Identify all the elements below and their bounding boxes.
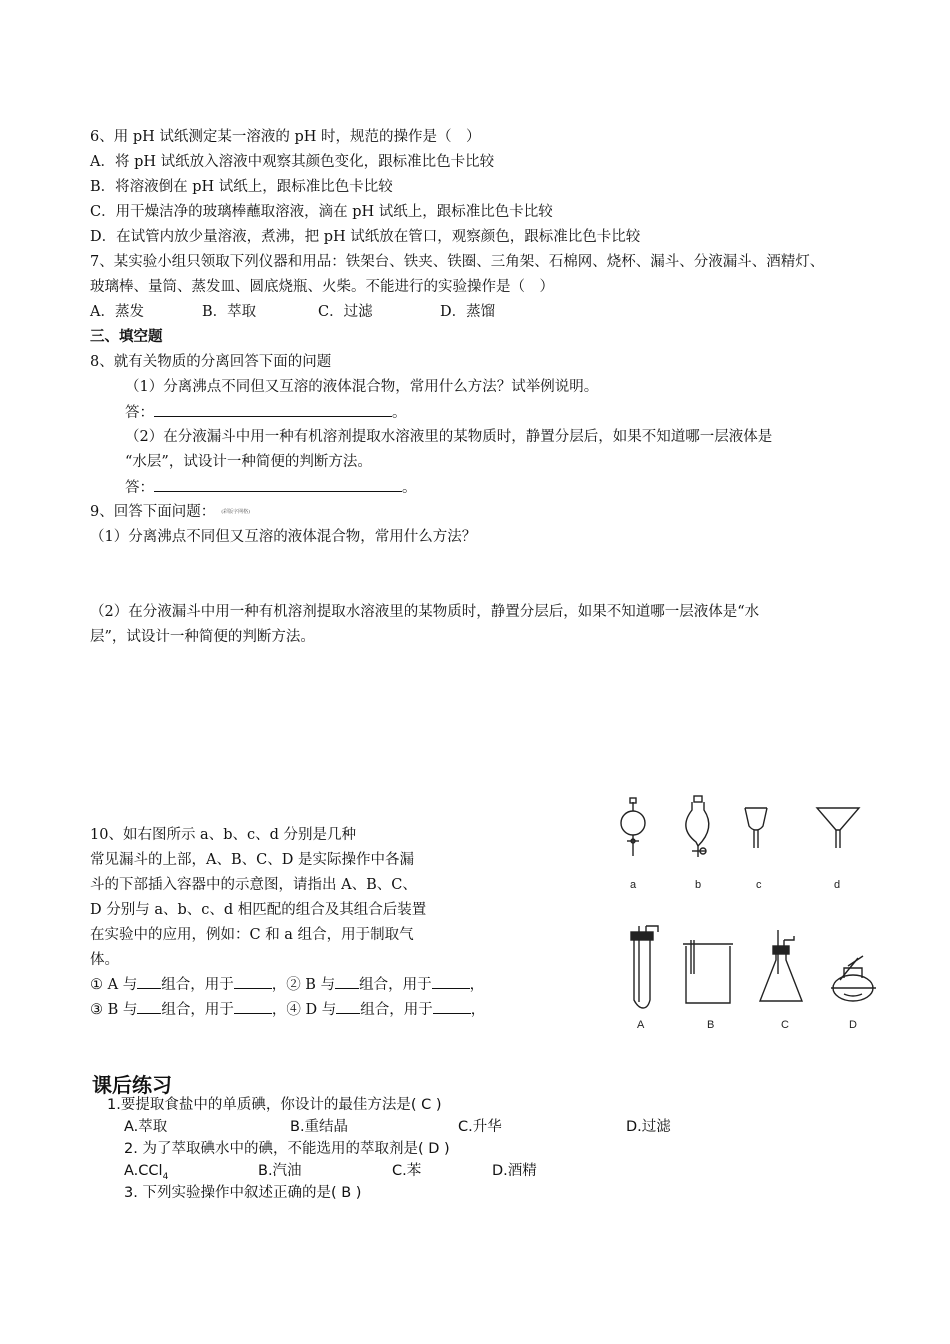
answer2-blank[interactable]	[154, 477, 402, 492]
blank[interactable]	[335, 974, 359, 989]
q10-line5: 在实验中的应用，例如：C 和 a 组合，用于制取气	[90, 927, 414, 943]
funnel-a-icon	[621, 798, 645, 856]
blank-text: 组合，用于	[161, 977, 234, 993]
blank[interactable]	[432, 974, 470, 989]
after-q2: 2. 为了萃取碘水中的碘，不能选用的萃取剂是( D )	[124, 1141, 450, 1157]
q8-part2-line2: “水层”，试设计一种简便的判断方法。	[125, 454, 372, 470]
label-D: D	[849, 1019, 857, 1031]
subscript: 4	[162, 1171, 169, 1182]
apparatus-c-icon	[760, 930, 802, 1001]
after-q2-option: B.汽油	[258, 1163, 302, 1179]
label-b: b	[695, 879, 702, 891]
q8-answer1-row	[125, 402, 407, 423]
apparatus-d-icon	[831, 956, 876, 1001]
q9-part2-line2: 层”，试设计一种简便的判断方法。	[90, 629, 315, 645]
after-q1-option: A.萃取	[124, 1119, 168, 1135]
apparatus-a-icon	[631, 926, 658, 1008]
q8-stem: 8、就有关物质的分离回答下面的问题	[90, 354, 332, 370]
q7-option-d: D．蒸馏	[440, 304, 496, 320]
blank-text: 组合，用于	[359, 977, 432, 993]
blank[interactable]	[137, 999, 161, 1014]
q9-part1: （1）分离沸点不同但又互溶的液体混合物，常用什么方法？	[90, 529, 477, 545]
q8-part2-line1: （2）在分液漏斗中用一种有机溶剂提取水溶液里的某物质时，静置分层后，如果不知道哪一层液体是	[125, 429, 773, 445]
apparatus-b-icon	[683, 940, 733, 1003]
q6-option-d: D．在试管内放少量溶液，煮沸，把 pH 试纸放在管口，观察颜色，跟标准比色卡比较	[90, 229, 641, 245]
answer-label: 答：	[125, 405, 154, 421]
after-q1-option: D.过滤	[626, 1119, 671, 1135]
q9-stem-row	[90, 502, 250, 522]
q7-options	[90, 302, 495, 322]
after-q2-option: C.苯	[392, 1163, 422, 1179]
q6-option-b: B．将溶液倒在 pH 试纸上，跟标准比色卡比较	[90, 179, 393, 195]
label-B: B	[707, 1019, 715, 1031]
blank-text: ，② B 与	[271, 977, 336, 993]
after-q2-option: D.酒精	[492, 1163, 537, 1179]
q10-line3: 斗的下部插入容器中的示意图，请指出 A、B、C、	[90, 877, 417, 893]
q9-stem: 9、回答下面问题：	[90, 504, 216, 520]
q10-blank-row1	[90, 974, 484, 995]
q10-line4: D 分别与 a、b、c、d 相匹配的组合及其组合后装置	[90, 902, 427, 918]
q6-option-c: C．用干燥洁净的玻璃棒蘸取溶液，滴在 pH 试纸上，跟标准比色卡比较	[90, 204, 553, 220]
answer-label: 答：	[125, 480, 154, 496]
answer1-blank[interactable]	[154, 402, 392, 417]
label-c: c	[756, 879, 762, 891]
blank[interactable]	[234, 999, 272, 1014]
funnel-b-icon	[686, 796, 709, 857]
after-q1-options	[124, 1117, 671, 1137]
q6-option-a: A．将 pH 试纸放入溶液中观察其颜色变化，跟标准比色卡比较	[90, 154, 495, 170]
q9-tiny-note: (彩版字网格)	[221, 509, 251, 515]
q6-stem: 6、用 pH 试纸测定某一溶液的 pH 时，规范的操作是（ ）	[90, 129, 481, 145]
after-q1: 1.要提取食盐中的单质碘，你设计的最佳方法是( C )	[107, 1097, 442, 1113]
after-q3: 3. 下列实验操作中叙述正确的是( B )	[124, 1185, 362, 1201]
q7-stem-line1: 7、某实验小组只领取下列仪器和用品：铁架台、铁夹、铁圈、三角架、石棉网、烧杯、漏斗、分液漏斗、酒精灯、	[90, 254, 825, 270]
label-d: d	[834, 879, 841, 891]
funnel-d-icon	[817, 808, 859, 848]
after-q1-option: B.重结晶	[290, 1119, 349, 1135]
blank[interactable]	[137, 974, 161, 989]
label-A: A	[637, 1019, 645, 1031]
label-a: a	[630, 879, 637, 891]
q7-option-b: B．萃取	[202, 304, 257, 320]
blank[interactable]	[433, 999, 471, 1014]
answer-end: 。	[392, 405, 407, 421]
label-C: C	[781, 1019, 789, 1031]
blank-text: ，	[470, 1002, 486, 1018]
q7-option-a: A．蒸发	[90, 304, 144, 320]
q10-line2: 常见漏斗的上部，A、B、C、D 是实际操作中各漏	[90, 852, 414, 868]
blank-text: 组合，用于	[161, 1002, 234, 1018]
q7-option-c: C．过滤	[318, 304, 373, 320]
blank[interactable]	[336, 999, 360, 1014]
blank-text: ，④ D 与	[271, 1002, 337, 1018]
after-class-heading: 课后练习	[92, 1073, 172, 1097]
blank-text: 组合，用于	[360, 1002, 433, 1018]
answer-end: 。	[402, 480, 417, 496]
after-q2-option-a: A.CCl	[124, 1163, 163, 1179]
blank-text: ① A 与	[90, 977, 138, 993]
blank-text: ③ B 与	[90, 1002, 138, 1018]
q7-stem-line2: 玻璃棒、量筒、蒸发皿、圆底烧瓶、火柴。不能进行的实验操作是（ ）	[90, 279, 554, 295]
after-q1-option: C.升华	[458, 1119, 502, 1135]
section-heading: 三、填空题	[90, 329, 163, 345]
q10-line6: 体。	[90, 952, 119, 968]
q10-blank-row2	[90, 999, 485, 1020]
q10-line1: 10、如右图所示 a、b、c、d 分别是几种	[90, 827, 356, 843]
q9-part2-line1: （2）在分液漏斗中用一种有机溶剂提取水溶液里的某物质时，静置分层后，如果不知道哪一层液体是“水	[90, 604, 760, 620]
q8-answer2-row	[125, 477, 417, 498]
blank[interactable]	[234, 974, 272, 989]
funnel-c-icon	[745, 808, 767, 848]
funnel-figure	[608, 790, 888, 1040]
q8-part1: （1）分离沸点不同但又互溶的液体混合物，常用什么方法？试举例说明。	[125, 379, 599, 395]
blank-text: ，	[469, 977, 485, 993]
